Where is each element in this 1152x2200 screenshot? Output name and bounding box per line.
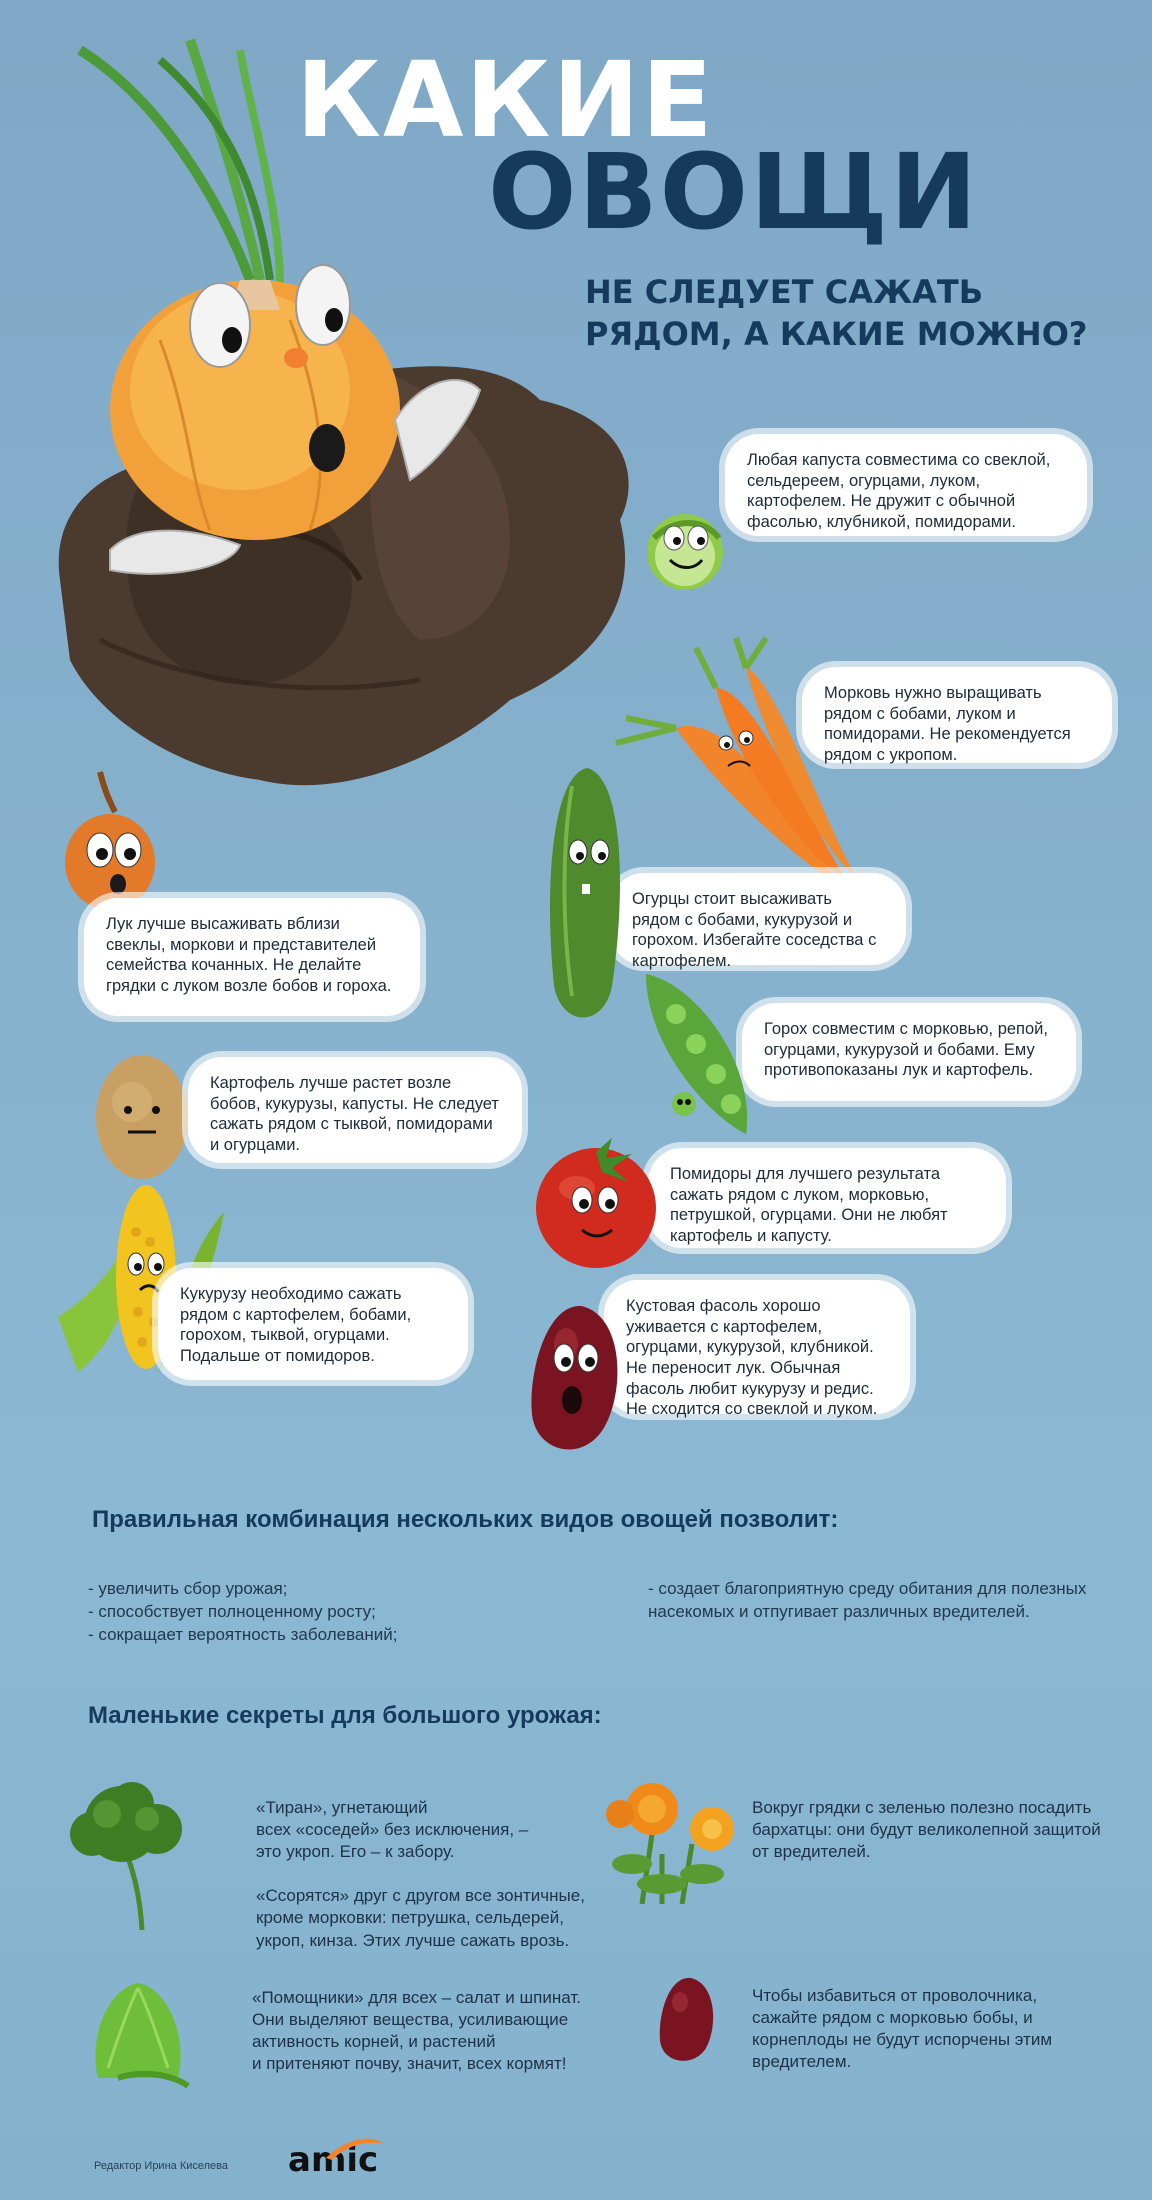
marigold-icon bbox=[602, 1774, 736, 1904]
title-line-1: КАКИЕ bbox=[296, 39, 715, 161]
cabbage-icon bbox=[644, 508, 726, 590]
bubble-onion: Лук лучше высаживать вблизи свеклы, моркови и представителей семейства кочанных. Не делайте грядки с луком возле бобов и гороха. bbox=[84, 898, 420, 1016]
combination-item: насекомых и отпугивает различных вредителей. bbox=[648, 1601, 1030, 1621]
tomato-icon bbox=[532, 1138, 664, 1270]
bubble-carrot: Морковь нужно выращивать рядом с бобами, луком и помидорами. Не рекомендуется рядом с укропом. bbox=[802, 667, 1112, 763]
bubble-corn: Кукурузу необходимо сажать рядом с картофелем, бобами, горохом, тыквой, огурцами. Подальше от помидоров. bbox=[158, 1268, 468, 1380]
combination-left-list bbox=[88, 1578, 397, 1647]
tip-salad: «Помощники» для всех – салат и шпинат. Они выделяют вещества, усиливающие активность корней, и растений и притеняют почву, значит, всех кормят! bbox=[252, 1988, 581, 2074]
cucumber-icon bbox=[542, 766, 632, 1028]
amic-logo[interactable] bbox=[288, 2140, 378, 2180]
bubble-cabbage: Любая капуста совместима со свеклой, сельдереем, огурцами, луком, картофелем. Не дружит с обычной фасолью, клубникой, помидорами. bbox=[725, 434, 1087, 536]
bubble-tomato: Помидоры для лучшего результата сажать рядом с луком, морковью, петрушкой, огурцами. Они не любят картофель и капусту. bbox=[648, 1148, 1006, 1248]
subtitle bbox=[585, 272, 1087, 355]
tip-dill: «Тиран», угнетающий всех «соседей» без исключения, – это укроп. Его – к забору. «Ссорятся» друг с другом все зонтичные, кроме морковки: петрушка, сельдерей, укроп, кинза. Этих лучше сажать врозь. bbox=[256, 1798, 585, 1950]
bubble-beans: Кустовая фасоль хорошо уживается с картофелем, огурцами, кукурузой, клубникой. Не переносит лук. Обычная фасоль любит кукурузу и редис. Не сходится со свеклой и луком. bbox=[604, 1280, 910, 1414]
peas-icon bbox=[636, 964, 766, 1144]
bubble-peas: Горох совместим с морковью, репой, огурцами, кукурузой и бобами. Ему противопоказаны лук и картофель. bbox=[742, 1003, 1076, 1101]
bubble-cucumber: Огурцы стоит высаживать рядом с бобами, кукурузой и горохом. Избегайте соседства с картофелем. bbox=[610, 873, 906, 965]
combination-item: - сокращает вероятность заболеваний; bbox=[88, 1624, 398, 1644]
salad-icon bbox=[88, 1978, 188, 2086]
small-onion-icon bbox=[60, 772, 160, 912]
bubble-potato: Картофель лучше растет возле бобов, кукурузы, капусты. Не следует сажать рядом с тыквой, помидорами и огурцами. bbox=[188, 1057, 522, 1163]
title-line-2: ОВОЩИ bbox=[488, 131, 979, 253]
bean-icon bbox=[526, 1304, 626, 1456]
tip-bean: Чтобы избавиться от проволочника, сажайте рядом с морковью бобы, и корнеплоды не будут испорчены этим вредителем. bbox=[752, 1986, 1053, 2072]
combination-title: Правильная комбинация нескольких видов овощей позволит: bbox=[92, 1506, 839, 1533]
amic-logo-text: amic bbox=[288, 2140, 379, 2180]
subtitle-line-2: РЯДОМ, А КАКИЕ МОЖНО? bbox=[585, 314, 1088, 353]
logo-swoosh-icon bbox=[326, 2134, 386, 2164]
subtitle-line-1: НЕ СЛЕДУЕТ САЖАТЬ bbox=[585, 273, 984, 311]
combination-item: - увеличить сбор урожая; bbox=[88, 1579, 288, 1598]
combination-item: - способствует полноценному росту; bbox=[88, 1601, 376, 1621]
carrots-icon bbox=[616, 648, 866, 888]
dill-icon bbox=[62, 1774, 192, 1930]
bean-small-icon bbox=[656, 1976, 716, 2066]
combination-right-list bbox=[648, 1578, 1086, 1624]
editor-credit: Редактор Ирина Киселева bbox=[94, 2160, 229, 2172]
combination-item: - создает благоприятную среду обитания для полезных bbox=[648, 1579, 1087, 1598]
potato-icon bbox=[92, 1052, 192, 1182]
tip-marigold: Вокруг грядки с зеленью полезно посадить бархатцы: они будут великолепной защитой от вредителей. bbox=[752, 1798, 1101, 1862]
secrets-title: Маленькие секреты для большого урожая: bbox=[88, 1702, 602, 1729]
